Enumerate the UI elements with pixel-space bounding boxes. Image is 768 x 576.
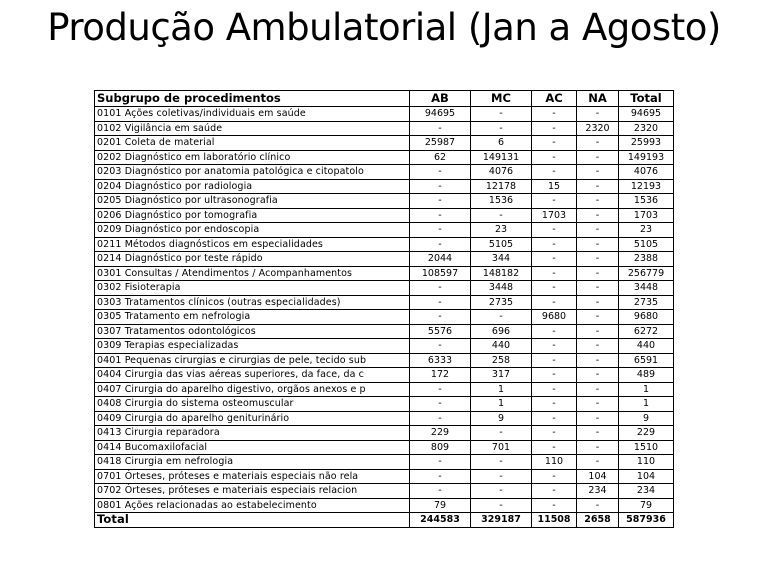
table-row <box>95 368 674 383</box>
cell-subgrupo: 0214 Diagnóstico por teste rápido <box>95 252 410 267</box>
cell-na: - <box>577 440 619 455</box>
total-ab: 244583 <box>410 513 471 528</box>
cell-subgrupo: 0414 Bucomaxilofacial <box>95 440 410 455</box>
table-row <box>95 397 674 412</box>
cell-subgrupo: 0408 Cirurgia do sistema osteomuscular <box>95 397 410 412</box>
cell-ac: - <box>532 469 577 484</box>
cell-ac: 15 <box>532 179 577 194</box>
cell-ab: 229 <box>410 426 471 441</box>
cell-ac: - <box>532 353 577 368</box>
cell-na: - <box>577 107 619 122</box>
cell-mc: 149131 <box>471 150 532 165</box>
cell-total: 9680 <box>619 310 674 325</box>
cell-ab: 79 <box>410 498 471 513</box>
cell-na: - <box>577 455 619 470</box>
cell-ac: 9680 <box>532 310 577 325</box>
cell-mc: - <box>471 426 532 441</box>
cell-na: - <box>577 382 619 397</box>
table-row <box>95 382 674 397</box>
cell-subgrupo: 0211 Métodos diagnósticos em especialidades <box>95 237 410 252</box>
table-row <box>95 440 674 455</box>
cell-ab: - <box>410 121 471 136</box>
cell-na: - <box>577 281 619 296</box>
cell-na: - <box>577 165 619 180</box>
cell-mc: 440 <box>471 339 532 354</box>
cell-ac: - <box>532 339 577 354</box>
table-row <box>95 208 674 223</box>
table-row <box>95 498 674 513</box>
cell-na: - <box>577 223 619 238</box>
cell-subgrupo: 0102 Vigilância em saúde <box>95 121 410 136</box>
procedures-table <box>94 90 674 528</box>
cell-total: 256779 <box>619 266 674 281</box>
table-row <box>95 107 674 122</box>
cell-ab: - <box>410 397 471 412</box>
cell-total: 110 <box>619 455 674 470</box>
cell-ab: 62 <box>410 150 471 165</box>
cell-ac: - <box>532 266 577 281</box>
cell-subgrupo: 0401 Pequenas cirurgias e cirurgias de pele, tecido sub <box>95 353 410 368</box>
cell-mc: 317 <box>471 368 532 383</box>
cell-na: - <box>577 266 619 281</box>
cell-ac: - <box>532 382 577 397</box>
cell-ac: - <box>532 484 577 499</box>
cell-total: 1536 <box>619 194 674 209</box>
cell-total: 104 <box>619 469 674 484</box>
table-row <box>95 339 674 354</box>
cell-total: 1 <box>619 397 674 412</box>
cell-subgrupo: 0302 Fisioterapia <box>95 281 410 296</box>
cell-total: 229 <box>619 426 674 441</box>
table-row <box>95 165 674 180</box>
cell-ab: - <box>410 339 471 354</box>
cell-ab: 108597 <box>410 266 471 281</box>
cell-subgrupo: 0801 Ações relacionadas ao estabelecimento <box>95 498 410 513</box>
cell-mc: - <box>471 310 532 325</box>
cell-ab: - <box>410 179 471 194</box>
cell-mc: - <box>471 484 532 499</box>
cell-total: 1 <box>619 382 674 397</box>
cell-mc: 5105 <box>471 237 532 252</box>
table-total-row <box>95 513 674 528</box>
cell-subgrupo: 0201 Coleta de material <box>95 136 410 151</box>
cell-mc: 9 <box>471 411 532 426</box>
cell-total: 6272 <box>619 324 674 339</box>
header-ac: AC <box>532 91 577 107</box>
table-row <box>95 223 674 238</box>
table-row <box>95 136 674 151</box>
cell-na: - <box>577 324 619 339</box>
cell-subgrupo: 0702 Órteses, próteses e materiais especiais relacion <box>95 484 410 499</box>
cell-ac: - <box>532 107 577 122</box>
cell-subgrupo: 0209 Diagnóstico por endoscopia <box>95 223 410 238</box>
cell-na: - <box>577 397 619 412</box>
cell-ab: 5576 <box>410 324 471 339</box>
cell-ac: - <box>532 324 577 339</box>
cell-total: 6591 <box>619 353 674 368</box>
cell-subgrupo: 0307 Tratamentos odontológicos <box>95 324 410 339</box>
cell-na: - <box>577 295 619 310</box>
cell-mc: 6 <box>471 136 532 151</box>
cell-ab: 809 <box>410 440 471 455</box>
total-mc: 329187 <box>471 513 532 528</box>
cell-ac: - <box>532 411 577 426</box>
cell-ab: - <box>410 455 471 470</box>
cell-total: 489 <box>619 368 674 383</box>
cell-subgrupo: 0305 Tratamento em nefrologia <box>95 310 410 325</box>
total-ac: 11508 <box>532 513 577 528</box>
table-row <box>95 237 674 252</box>
cell-total: 440 <box>619 339 674 354</box>
cell-ab: - <box>410 194 471 209</box>
header-subgrupo: Subgrupo de procedimentos <box>95 91 410 107</box>
cell-na: - <box>577 368 619 383</box>
cell-na: 104 <box>577 469 619 484</box>
cell-na: - <box>577 194 619 209</box>
cell-ab: - <box>410 208 471 223</box>
cell-ac: - <box>532 281 577 296</box>
cell-subgrupo: 0404 Cirurgia das vias aéreas superiores, da face, da c <box>95 368 410 383</box>
cell-na: - <box>577 237 619 252</box>
cell-ac: - <box>532 223 577 238</box>
cell-na: - <box>577 208 619 223</box>
cell-mc: 148182 <box>471 266 532 281</box>
cell-subgrupo: 0413 Cirurgia reparadora <box>95 426 410 441</box>
cell-ac: - <box>532 426 577 441</box>
cell-ab: - <box>410 469 471 484</box>
cell-mc: - <box>471 455 532 470</box>
cell-total: 25993 <box>619 136 674 151</box>
cell-mc: - <box>471 469 532 484</box>
table-row <box>95 194 674 209</box>
cell-subgrupo: 0204 Diagnóstico por radiologia <box>95 179 410 194</box>
cell-mc: - <box>471 208 532 223</box>
table-header-row <box>95 91 674 107</box>
cell-total: 4076 <box>619 165 674 180</box>
table-row <box>95 295 674 310</box>
table-row <box>95 281 674 296</box>
cell-na: 234 <box>577 484 619 499</box>
table-row <box>95 455 674 470</box>
header-ab: AB <box>410 91 471 107</box>
cell-ab: - <box>410 237 471 252</box>
total-total: 587936 <box>619 513 674 528</box>
cell-ac: - <box>532 295 577 310</box>
cell-subgrupo: 0301 Consultas / Atendimentos / Acompanhamentos <box>95 266 410 281</box>
cell-ac: - <box>532 397 577 412</box>
table-row <box>95 310 674 325</box>
cell-na: - <box>577 339 619 354</box>
table-row <box>95 121 674 136</box>
table-body <box>95 107 674 513</box>
cell-mc: - <box>471 107 532 122</box>
cell-ac: - <box>532 150 577 165</box>
cell-total: 23 <box>619 223 674 238</box>
cell-subgrupo: 0101 Ações coletivas/individuais em saúde <box>95 107 410 122</box>
cell-ac: 110 <box>532 455 577 470</box>
total-label: Total <box>95 513 410 528</box>
cell-na: - <box>577 150 619 165</box>
cell-total: 9 <box>619 411 674 426</box>
table-row <box>95 469 674 484</box>
cell-subgrupo: 0303 Tratamentos clínicos (outras especialidades) <box>95 295 410 310</box>
cell-subgrupo: 0407 Cirurgia do aparelho digestivo, orgãos anexos e p <box>95 382 410 397</box>
cell-ab: 172 <box>410 368 471 383</box>
cell-ab: 25987 <box>410 136 471 151</box>
cell-ab: 6333 <box>410 353 471 368</box>
cell-na: 2320 <box>577 121 619 136</box>
cell-ab: 2044 <box>410 252 471 267</box>
table-row <box>95 179 674 194</box>
table-row <box>95 266 674 281</box>
table-row <box>95 484 674 499</box>
cell-mc: 2735 <box>471 295 532 310</box>
cell-mc: - <box>471 498 532 513</box>
cell-ab: - <box>410 165 471 180</box>
cell-ab: - <box>410 382 471 397</box>
cell-total: 1703 <box>619 208 674 223</box>
total-na: 2658 <box>577 513 619 528</box>
cell-ac: - <box>532 368 577 383</box>
cell-total: 94695 <box>619 107 674 122</box>
cell-mc: 23 <box>471 223 532 238</box>
cell-subgrupo: 0205 Diagnóstico por ultrasonografia <box>95 194 410 209</box>
cell-subgrupo: 0202 Diagnóstico em laboratório clínico <box>95 150 410 165</box>
cell-ac: - <box>532 121 577 136</box>
cell-mc: 4076 <box>471 165 532 180</box>
table-row <box>95 150 674 165</box>
cell-ac: - <box>532 252 577 267</box>
cell-mc: 258 <box>471 353 532 368</box>
cell-na: - <box>577 252 619 267</box>
cell-subgrupo: 0206 Diagnóstico por tomografia <box>95 208 410 223</box>
cell-ab: - <box>410 310 471 325</box>
cell-ac: - <box>532 237 577 252</box>
cell-mc: 1 <box>471 382 532 397</box>
cell-ab: - <box>410 223 471 238</box>
cell-mc: 1536 <box>471 194 532 209</box>
cell-ac: - <box>532 440 577 455</box>
cell-na: - <box>577 498 619 513</box>
cell-subgrupo: 0409 Cirurgia do aparelho geniturinário <box>95 411 410 426</box>
cell-subgrupo: 0418 Cirurgia em nefrologia <box>95 455 410 470</box>
cell-mc: 701 <box>471 440 532 455</box>
cell-ac: - <box>532 136 577 151</box>
cell-subgrupo: 0701 Órteses, próteses e materiais especiais não rela <box>95 469 410 484</box>
cell-ab: - <box>410 295 471 310</box>
cell-total: 234 <box>619 484 674 499</box>
table-row <box>95 252 674 267</box>
cell-total: 79 <box>619 498 674 513</box>
cell-total: 149193 <box>619 150 674 165</box>
table-row <box>95 324 674 339</box>
table-row <box>95 353 674 368</box>
cell-na: - <box>577 136 619 151</box>
cell-total: 12193 <box>619 179 674 194</box>
header-total: Total <box>619 91 674 107</box>
cell-na: - <box>577 426 619 441</box>
cell-total: 2388 <box>619 252 674 267</box>
cell-total: 2735 <box>619 295 674 310</box>
slide-title: Produção Ambulatorial (Jan a Agosto) <box>47 6 721 49</box>
cell-subgrupo: 0203 Diagnóstico por anatomia patológica e citopatolo <box>95 165 410 180</box>
cell-mc: 12178 <box>471 179 532 194</box>
header-na: NA <box>577 91 619 107</box>
cell-ab: - <box>410 281 471 296</box>
cell-ac: - <box>532 498 577 513</box>
cell-total: 5105 <box>619 237 674 252</box>
cell-ac: - <box>532 165 577 180</box>
cell-total: 1510 <box>619 440 674 455</box>
cell-na: - <box>577 353 619 368</box>
cell-mc: 1 <box>471 397 532 412</box>
cell-na: - <box>577 310 619 325</box>
cell-ab: - <box>410 484 471 499</box>
header-mc: MC <box>471 91 532 107</box>
cell-subgrupo: 0309 Terapias especializadas <box>95 339 410 354</box>
cell-ab: - <box>410 411 471 426</box>
cell-na: - <box>577 179 619 194</box>
cell-ab: 94695 <box>410 107 471 122</box>
cell-total: 3448 <box>619 281 674 296</box>
cell-ac: - <box>532 194 577 209</box>
cell-mc: 696 <box>471 324 532 339</box>
table-row <box>95 411 674 426</box>
cell-total: 2320 <box>619 121 674 136</box>
table-row <box>95 426 674 441</box>
cell-mc: - <box>471 121 532 136</box>
cell-ac: 1703 <box>532 208 577 223</box>
cell-na: - <box>577 411 619 426</box>
cell-mc: 3448 <box>471 281 532 296</box>
cell-mc: 344 <box>471 252 532 267</box>
